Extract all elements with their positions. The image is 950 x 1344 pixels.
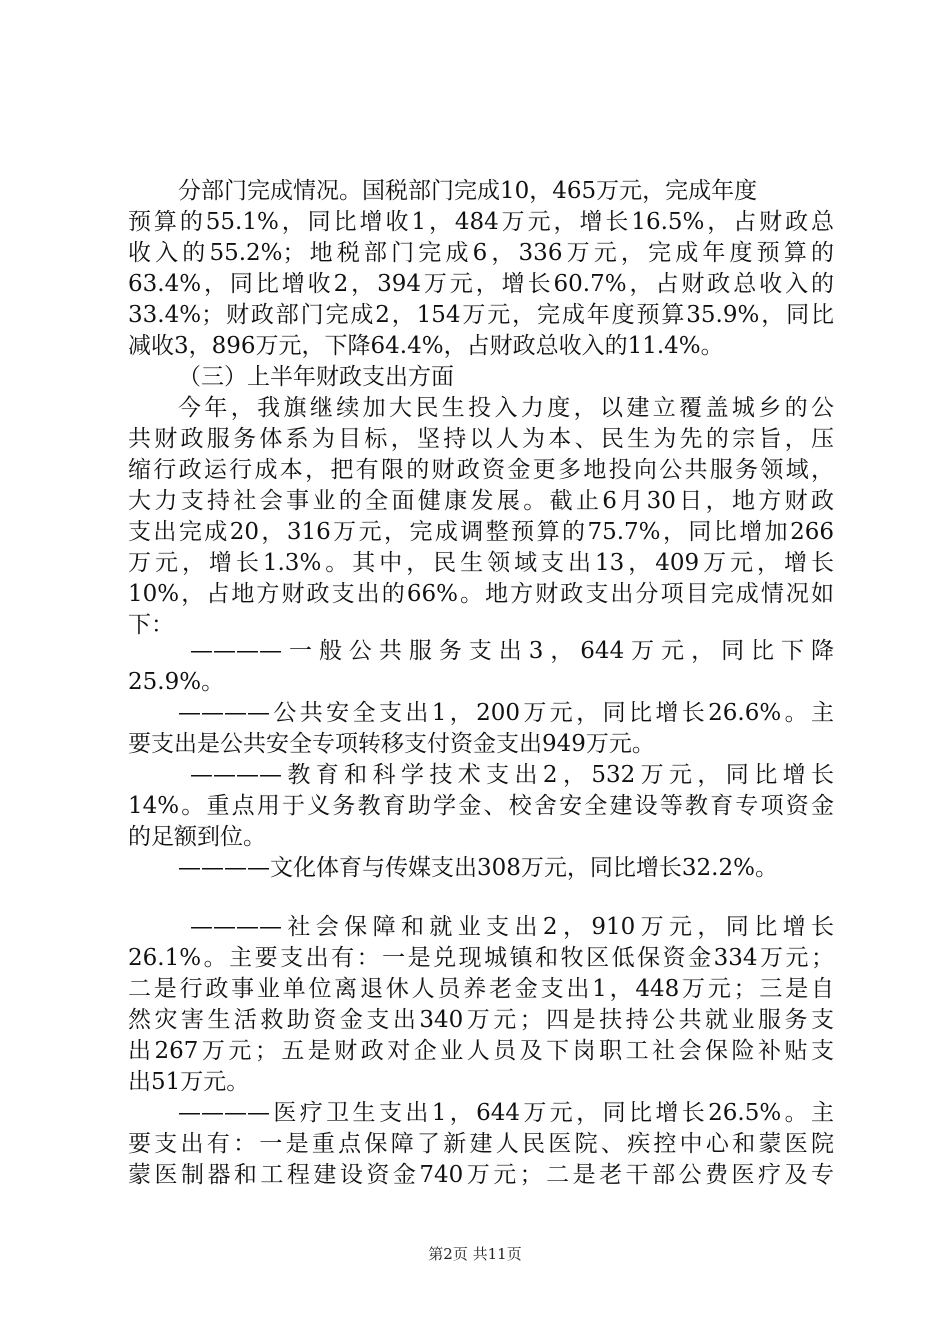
text-line: 今年，我旗继续加大民生投入力度，以建立覆盖城乡的公 bbox=[178, 395, 834, 421]
text-line: 26.1%。主要支出有：一是兑现城镇和牧区低保资金334万元； bbox=[128, 945, 834, 971]
text-line: 要支出有：一是重点保障了新建人民医院、疾控中心和蒙医院 bbox=[128, 1131, 834, 1157]
page-footer: 第2页 共11页 bbox=[428, 1245, 522, 1263]
text-line: 63.4%，同比增收2，394万元，增长60.7%，占财政总收入的 bbox=[128, 271, 834, 297]
text-line: 减收3，896万元，下降64.4%，占财政总收入的11.4%。 bbox=[128, 333, 724, 359]
list-item: ————教育和科学技术支出2，532万元，同比增长 bbox=[190, 762, 834, 788]
text-line: 收入的55.2%；地税部门完成6，336万元，完成年度预算的 bbox=[128, 240, 834, 266]
text-line: 万元，增长1.3%。其中，民生领域支出13，409万元，增长 bbox=[128, 550, 834, 576]
text-line: 支出完成20，316万元，完成调整预算的75.7%，同比增加266 bbox=[128, 519, 834, 545]
list-item: ————医疗卫生支出1，644万元，同比增长26.5%。主 bbox=[178, 1100, 834, 1126]
section-heading: （三）上半年财政支出方面 bbox=[178, 364, 454, 390]
text-line: 蒙医制器和工程建设资金740万元；二是老干部公费医疗及专 bbox=[128, 1162, 834, 1188]
text-line: 下： bbox=[128, 612, 174, 638]
text-line: 然灾害生活救助资金支出340万元；四是扶持公共就业服务支 bbox=[128, 1007, 834, 1033]
text-line: 二是行政事业单位离退休人员养老金支出1，448万元；三是自 bbox=[128, 976, 834, 1002]
text-line: 出267万元；五是财政对企业人员及下岗职工社会保险补贴支 bbox=[128, 1038, 834, 1064]
text-line: 出51万元。 bbox=[128, 1069, 250, 1095]
text-line: 缩行政运行成本，把有限的财政资金更多地投向公共服务领域， bbox=[128, 457, 834, 483]
text-line: 要支出是公共安全专项转移支付资金支出949万元。 bbox=[128, 731, 655, 757]
list-item: ————文化体育与传媒支出308万元，同比增长32.2%。 bbox=[178, 855, 778, 881]
text-line: 分部门完成情况。国税部门完成10，465万元，完成年度 bbox=[178, 178, 758, 204]
text-line: 33.4%；财政部门完成2，154万元，完成年度预算35.9%，同比 bbox=[128, 302, 834, 328]
list-item: ————社会保障和就业支出2，910万元，同比增长 bbox=[190, 914, 834, 940]
text-line: 的足额到位。 bbox=[128, 824, 266, 850]
text-line: 25.9%。 bbox=[128, 669, 225, 695]
text-line: 共财政服务体系为目标，坚持以人为本、民生为先的宗旨，压 bbox=[128, 426, 834, 452]
text-line: 14%。重点用于义务教育助学金、校舍安全建设等教育专项资金 bbox=[128, 793, 834, 819]
text-line: 大力支持社会事业的全面健康发展。截止6月30日，地方财政 bbox=[128, 488, 834, 514]
list-item: ————一般公共服务支出3，644万元，同比下降 bbox=[190, 638, 834, 664]
text-line: 预算的55.1%，同比增收1，484万元，增长16.5%，占财政总 bbox=[128, 209, 834, 235]
list-item: ————公共安全支出1，200万元，同比增长26.6%。主 bbox=[178, 700, 834, 726]
text-line: 10%，占地方财政支出的66%。地方财政支出分项目完成情况如 bbox=[128, 581, 834, 607]
